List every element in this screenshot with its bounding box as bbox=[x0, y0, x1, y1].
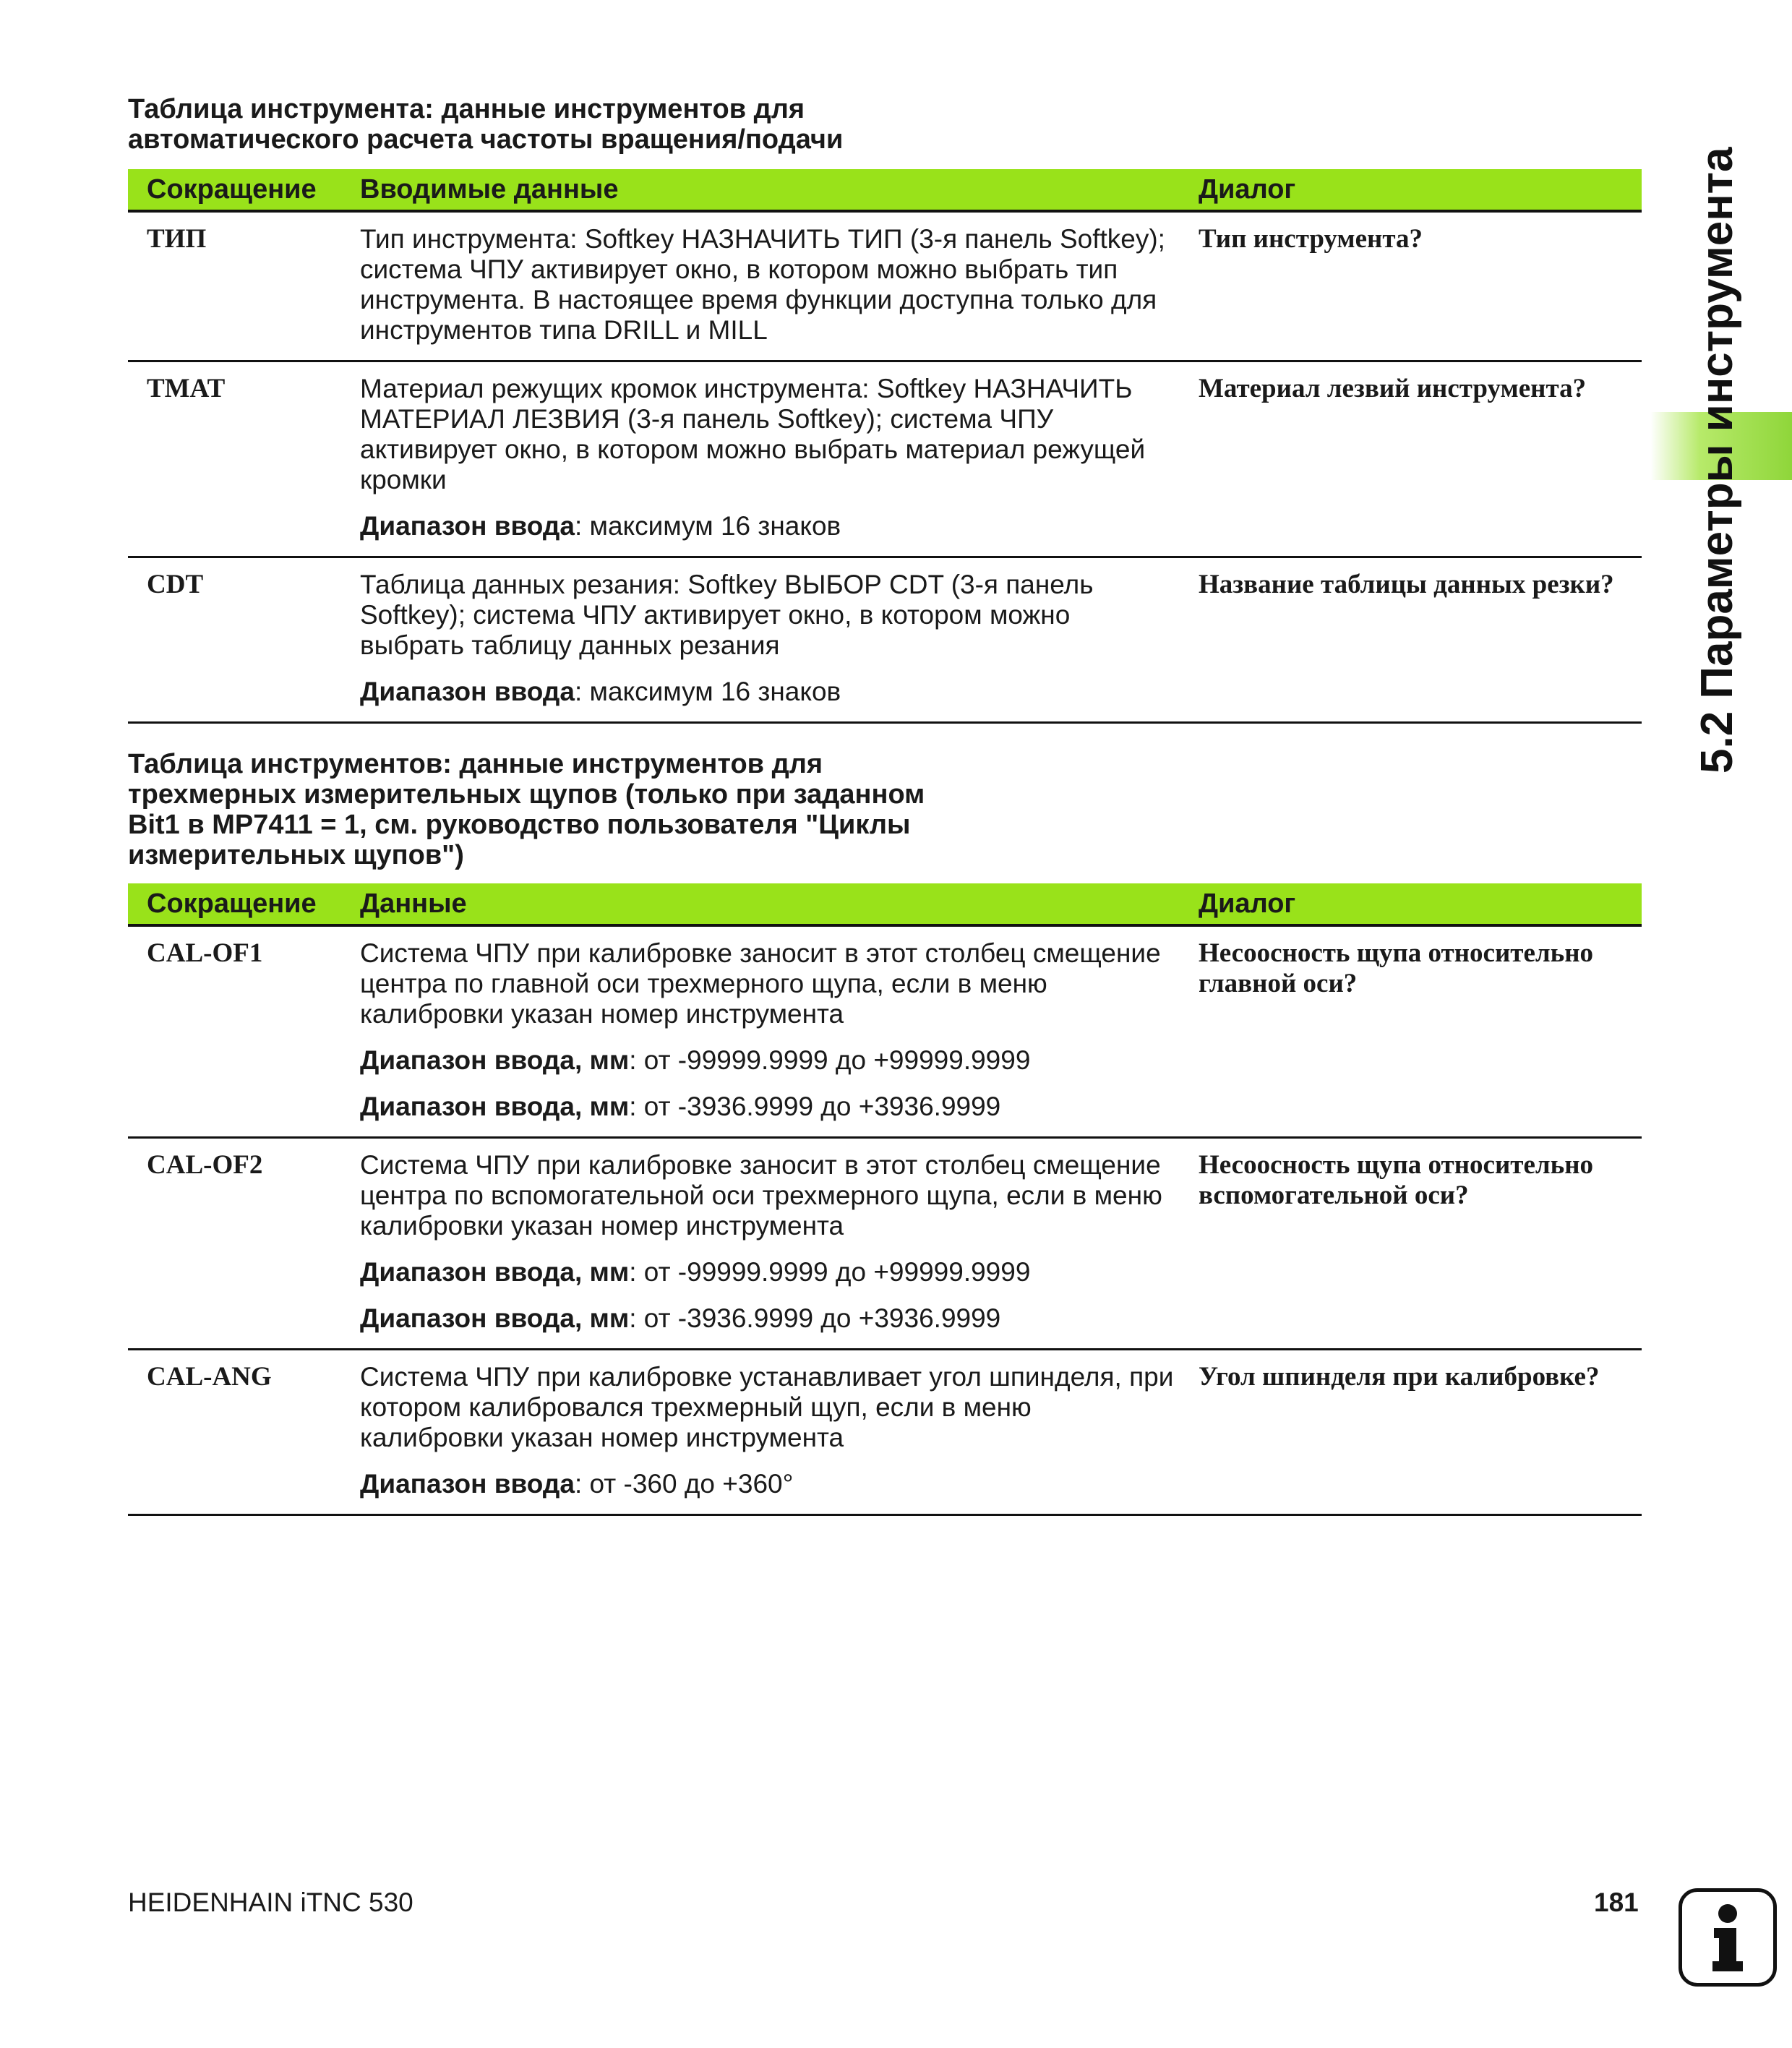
section2-title-line3: Bit1 в MP7411 = 1, см. руководство пользователя "Циклы bbox=[128, 810, 911, 840]
row-desc-text: Таблица данных резания: Softkey ВЫБОР CDT (3-я панель Softkey); система ЧПУ активирует окно, в котором можно выбрать таблицу данных резания bbox=[360, 570, 1094, 660]
footer-product: HEIDENHAIN iTNC 530 bbox=[128, 1888, 413, 1917]
section1-title-line2: автоматического расчета частоты вращения/подачи bbox=[128, 124, 844, 155]
input-range-label: Диапазон ввода, мм bbox=[360, 1045, 630, 1075]
input-range-label: Диапазон ввода bbox=[360, 1469, 575, 1499]
input-range-value: : от -3936.9999 до +3936.9999 bbox=[629, 1092, 1001, 1121]
row-abbr: ТИП bbox=[128, 211, 360, 361]
col-header-abbr: Сокращение bbox=[128, 883, 360, 925]
info-glyph bbox=[1682, 1892, 1773, 1983]
row-desc-text: Система ЧПУ при калибровке устанавливает угол шпинделя, при котором калибровался трехмерный щуп, если в меню калибровки указан номер инструмента bbox=[360, 1362, 1174, 1452]
page-number: 181 bbox=[1594, 1888, 1639, 1917]
info-icon bbox=[1679, 1888, 1777, 1987]
row-dialog: Угол шпинделя при калибровке? bbox=[1199, 1350, 1642, 1515]
input-range-value: : от -99999.9999 до +99999.9999 bbox=[629, 1045, 1031, 1075]
input-range bbox=[360, 1303, 1177, 1334]
row-dialog: Тип инструмента? bbox=[1199, 211, 1642, 361]
chapter-side-title: 5.2 Параметры инструмента bbox=[1692, 147, 1742, 774]
table-row bbox=[128, 361, 1642, 557]
table-row bbox=[128, 925, 1642, 1138]
tool-auto-speed-table bbox=[128, 169, 1642, 724]
row-abbr: TMAT bbox=[128, 361, 360, 557]
table-header-row bbox=[128, 169, 1642, 211]
input-range-value: : от -99999.9999 до +99999.9999 bbox=[629, 1257, 1031, 1287]
section1-title bbox=[128, 94, 843, 155]
input-range-value: : максимум 16 знаков bbox=[574, 677, 841, 706]
row-description bbox=[360, 361, 1199, 557]
input-range-label: Диапазон ввода, мм bbox=[360, 1092, 630, 1121]
row-abbr: CDT bbox=[128, 557, 360, 723]
input-range bbox=[360, 1045, 1177, 1076]
row-dialog: Название таблицы данных резки? bbox=[1199, 557, 1642, 723]
table-row bbox=[128, 1350, 1642, 1515]
section2-title-line1: Таблица инструментов: данные инструментов для bbox=[128, 749, 823, 779]
col-header-input: Вводимые данные bbox=[360, 169, 1199, 211]
row-abbr: CAL-OF2 bbox=[128, 1138, 360, 1350]
row-description bbox=[360, 211, 1199, 361]
col-header-abbr: Сокращение bbox=[128, 169, 360, 211]
row-desc-text: Система ЧПУ при калибровке заносит в этот столбец смещение центра по главной оси трехмерного щупа, если в меню калибровки указан номер инструмента bbox=[360, 938, 1161, 1029]
table-row bbox=[128, 211, 1642, 361]
probe-data-table bbox=[128, 883, 1642, 1516]
input-range-label: Диапазон ввода, мм bbox=[360, 1303, 630, 1333]
row-abbr: CAL-OF1 bbox=[128, 925, 360, 1138]
section2-title-line2: трехмерных измерительных щупов (только при заданном bbox=[128, 779, 925, 810]
input-range-value: : от -360 до +360° bbox=[574, 1469, 794, 1499]
table-header-row bbox=[128, 883, 1642, 925]
col-header-dialog: Диалог bbox=[1199, 169, 1642, 211]
col-header-data: Данные bbox=[360, 883, 1199, 925]
input-range bbox=[360, 1092, 1177, 1122]
input-range-label: Диапазон ввода, мм bbox=[360, 1257, 630, 1287]
input-range bbox=[360, 1469, 1177, 1499]
row-desc-text: Материал режущих кромок инструмента: Softkey НАЗНАЧИТЬ МАТЕРИАЛ ЛЕЗВИЯ (3-я панель Softkey); система ЧПУ активирует окно, в котором можно выбрать материал режущей кромки bbox=[360, 374, 1146, 494]
input-range bbox=[360, 677, 1177, 707]
section2-title-line4: измерительных щупов") bbox=[128, 840, 464, 870]
row-dialog: Несоосность щупа относительно вспомогательной оси? bbox=[1199, 1138, 1642, 1350]
row-abbr: CAL-ANG bbox=[128, 1350, 360, 1515]
input-range-value: : максимум 16 знаков bbox=[574, 511, 841, 541]
row-description bbox=[360, 1350, 1199, 1515]
row-description bbox=[360, 557, 1199, 723]
row-desc-text: Тип инструмента: Softkey НАЗНАЧИТЬ ТИП (3-я панель Softkey); система ЧПУ активирует окно, в котором можно выбрать тип инструмента. В настоящее время функции доступна только для инструментов типа DRILL и MILL bbox=[360, 224, 1165, 345]
input-range-label: Диапазон ввода bbox=[360, 511, 575, 541]
input-range bbox=[360, 1257, 1177, 1288]
row-description bbox=[360, 925, 1199, 1138]
table-row bbox=[128, 557, 1642, 723]
row-dialog: Несоосность щупа относительно главной оси? bbox=[1199, 925, 1642, 1138]
row-description bbox=[360, 1138, 1199, 1350]
table-row bbox=[128, 1138, 1642, 1350]
col-header-dialog: Диалог bbox=[1199, 883, 1642, 925]
input-range-label: Диапазон ввода bbox=[360, 677, 575, 706]
section2-title bbox=[128, 749, 925, 870]
input-range-value: : от -3936.9999 до +3936.9999 bbox=[629, 1303, 1001, 1333]
row-dialog: Материал лезвий инструмента? bbox=[1199, 361, 1642, 557]
section1-title-line1: Таблица инструмента: данные инструментов для bbox=[128, 94, 805, 124]
input-range bbox=[360, 511, 1177, 541]
row-desc-text: Система ЧПУ при калибровке заносит в этот столбец смещение центра по вспомогательной оси трехмерного щупа, если в меню калибровки указан номер инструмента bbox=[360, 1150, 1162, 1241]
